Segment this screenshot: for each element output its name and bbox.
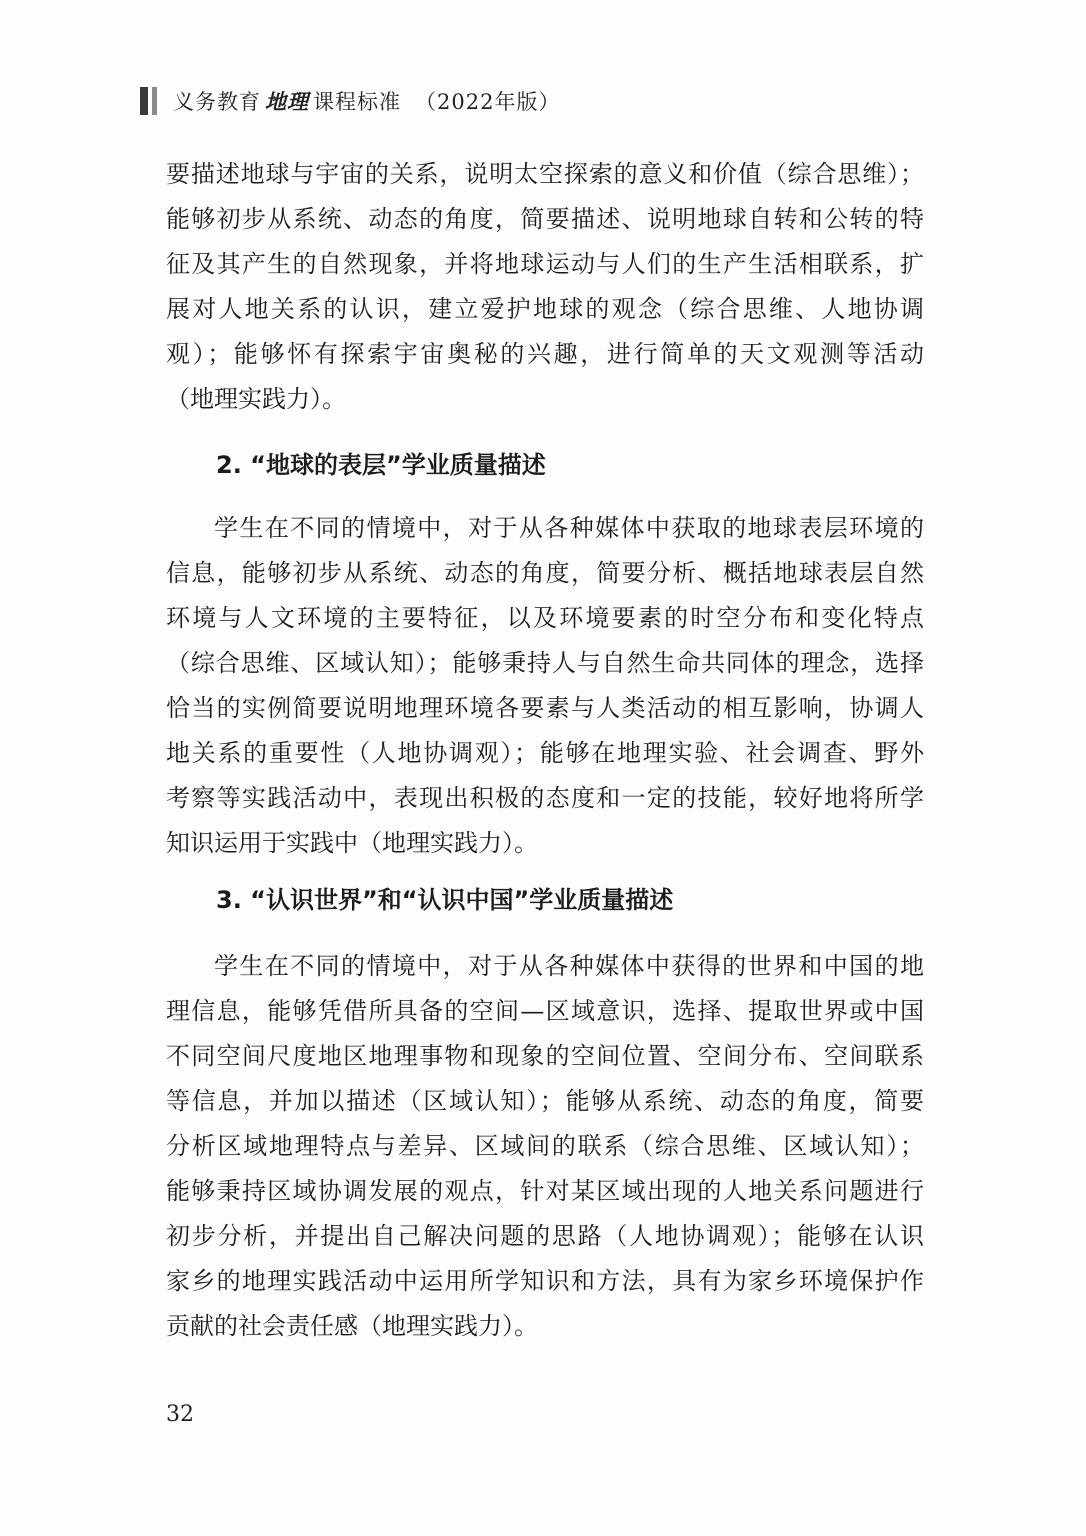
text-line: 学生在不同的情境中，对于从各种媒体中获得的世界和中国的地 [214, 952, 924, 980]
text-line: 等信息，并加以描述（区域认知）；能够从系统、动态的角度，简要 [166, 1087, 924, 1115]
page-number: 32 [166, 1402, 194, 1427]
header-bar-mark [140, 87, 157, 115]
running-header [140, 86, 560, 116]
text-line: 能够秉持区域协调发展的观点，针对某区域出现的人地关系问题进行 [166, 1177, 924, 1205]
text-line: 学生在不同的情境中，对于从各种媒体中获取的地球表层环境的 [214, 514, 924, 542]
text-line: 能够初步从系统、动态的角度，简要描述、说明地球自转和公转的特 [166, 205, 924, 233]
text-line: 家乡的地理实践活动中运用所学知识和方法，具有为家乡环境保护作 [166, 1267, 924, 1295]
text-line: 恰当的实例简要说明地理环境各要素与人类活动的相互影响，协调人 [166, 694, 924, 722]
text-line: 考察等实践活动中，表现出积极的态度和一定的技能，较好地将所学 [166, 784, 924, 812]
text-line: 不同空间尺度地区地理事物和现象的空间位置、空间分布、空间联系 [166, 1042, 924, 1070]
text-line: 展对人地关系的认识，建立爱护地球的观念（综合思维、人地协调 [166, 295, 924, 323]
header-suffix: 课程标准 [313, 90, 401, 114]
header-bar-dark [140, 87, 148, 115]
header-title [173, 86, 560, 116]
text-line: 征及其产生的自然现象，并将地球运动与人们的生产生活相联系，扩 [166, 250, 924, 278]
text-line: 知识运用于实践中（地理实践力）。 [166, 829, 538, 857]
text-line: 要描述地球与宇宙的关系，说明太空探索的意义和价值（综合思维）； [166, 160, 924, 188]
paragraph-earth-surface [166, 506, 924, 866]
section-heading-world-china: 3. “认识世界”和“认识中国”学业质量描述 [216, 886, 674, 914]
text-line: 环境与人文环境的主要特征，以及环境要素的时空分布和变化特点 [166, 604, 924, 632]
section-heading-earth-surface: 2. “地球的表层”学业质量描述 [216, 451, 546, 479]
text-line: 观）；能够怀有探索宇宙奥秘的兴趣，进行简单的天文观测等活动 [166, 340, 924, 368]
header-subject: 地理 [265, 89, 309, 114]
paragraph-world-china [166, 944, 924, 1349]
header-edition: （2022年版） [415, 90, 561, 114]
text-line: 贡献的社会责任感（地理实践力）。 [166, 1312, 538, 1340]
text-line: （地理实践力）。 [166, 385, 346, 413]
text-line: 初步分析，并提出自己解决问题的思路（人地协调观）；能够在认识 [166, 1222, 924, 1250]
text-line: 分析区域地理特点与差异、区域间的联系（综合思维、区域认知）； [166, 1132, 924, 1160]
header-bar-light [152, 87, 157, 115]
paragraph-continuation [166, 152, 924, 422]
text-line: 理信息，能够凭借所具备的空间—区域意识，选择、提取世界或中国 [166, 997, 924, 1025]
text-line: 信息，能够初步从系统、动态的角度，简要分析、概括地球表层自然 [166, 559, 924, 587]
text-line: 地关系的重要性（人地协调观）；能够在地理实验、社会调查、野外 [166, 739, 924, 767]
header-prefix: 义务教育 [173, 90, 261, 114]
text-line: （综合思维、区域认知）；能够秉持人与自然生命共同体的理念，选择 [166, 649, 924, 677]
